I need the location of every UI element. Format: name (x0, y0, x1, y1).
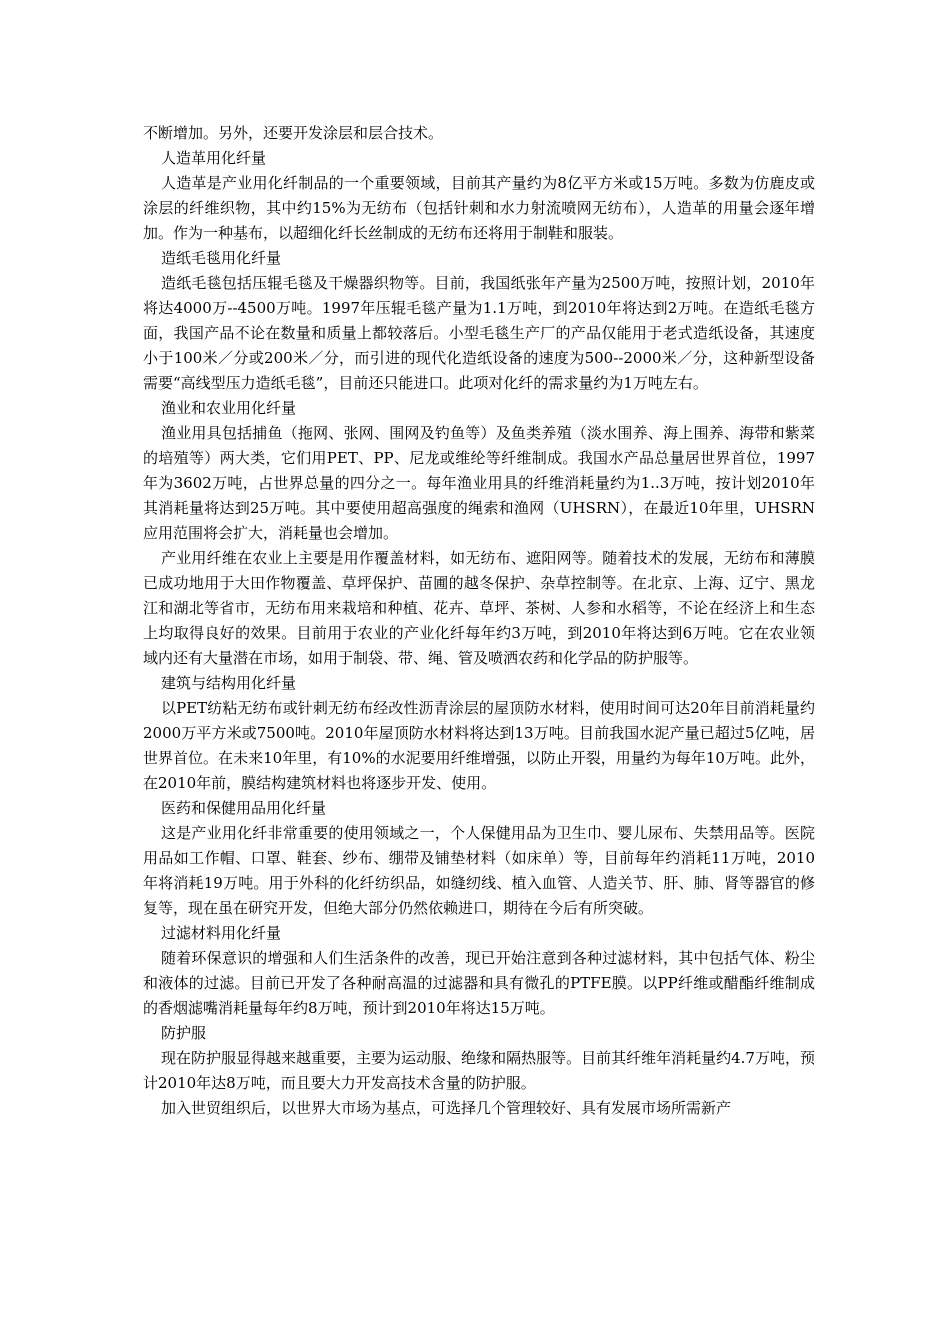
paragraph-intro-continuation: 不断增加。另外，还要开发涂层和层合技术。 (143, 124, 444, 142)
heading-construction: 建筑与结构用化纤量 (161, 674, 297, 692)
paragraph-artificial-leather: 人造革是产业用化纤制品的一个重要领域，目前其产量约为8亿平方米或15万吨。多数为仿鹿皮或涂层的纤维织物，其中约15%为无纺布（包括针刺和水力射流喷网无纺布），人造革的用量会逐年增加。作为一种基布，以超细化纤长丝制成的无纺布还将用于制鞋和服装。 (143, 174, 815, 242)
heading-papermaking-felt: 造纸毛毯用化纤量 (161, 249, 282, 267)
paragraph-filtration: 随着环保意识的增强和人们生活条件的改善，现已开始注意到各种过滤材料，其中包括气体、粉尘和液体的过滤。目前已开发了各种耐高温的过滤器和具有微孔的PTFE膜。以PP纤维或醋酯纤维制成的香烟滤嘴消耗量每年约8万吨，预计到2010年将达15万吨。 (143, 949, 815, 1017)
paragraph-construction: 以PET纺粘无纺布或针刺无纺布经改性沥青涂层的屋顶防水材料，使用时间可达20年目前消耗量约2000万平方米或7500吨。2010年屋顶防水材料将达到13万吨。目前我国水泥产量已超过5亿吨，居世界首位。在未来10年里，有10%的水泥要用纤维增强，以防止开裂，用量约为每年10万吨。此外，在2010年前，膜结构建筑材料也将逐步开发、使用。 (143, 699, 815, 792)
heading-medical-health: 医药和保健用品用化纤量 (161, 799, 327, 817)
heading-filtration: 过滤材料用化纤量 (161, 924, 282, 942)
paragraph-wto: 加入世贸组织后，以世界大市场为基点，可选择几个管理较好、具有发展市场所需新产 (161, 1099, 732, 1117)
heading-artificial-leather: 人造革用化纤量 (161, 149, 267, 167)
document-page (143, 121, 815, 1121)
paragraph-fishery: 渔业用具包括捕鱼（拖网、张网、围网及钓鱼等）及鱼类养殖（淡水围养、海上围养、海带和紫菜的培殖等）两大类，它们用PET、PP、尼龙或维纶等纤维制成。我国水产品总量居世界首位，1997年为3602万吨，占世界总量的四分之一。每年渔业用具的纤维消耗量约为1..3万吨，按计划2010年其消耗量将达到25万吨。其中要使用超高强度的绳索和渔网（UHSRN），在最近10年里，UHSRN应用范围将会扩大，消耗量也会增加。 (143, 424, 815, 542)
paragraph-agriculture: 产业用纤维在农业上主要是用作覆盖材料，如无纺布、遮阳网等。随着技术的发展，无纺布和薄膜已成功地用于大田作物覆盖、草坪保护、苗圃的越冬保护、杂草控制等。在北京、上海、辽宁、黑龙江和湖北等省市，无纺布用来栽培和种植、花卉、草坪、茶树、人参和水稻等，不论在经济上和生态上均取得良好的效果。目前用于农业的产业化纤每年约3万吨，到2010年将达到6万吨。它在农业领域内还有大量潜在市场，如用于制袋、带、绳、管及喷洒农药和化学品的防护服等。 (143, 549, 815, 667)
paragraph-protective-clothing: 现在防护服显得越来越重要，主要为运动服、绝缘和隔热服等。目前其纤维年消耗量约4.7万吨，预计2010年达8万吨，而且要大力开发高技术含量的防护服。 (143, 1049, 815, 1092)
heading-protective-clothing: 防护服 (161, 1024, 207, 1042)
heading-fishery-agriculture: 渔业和农业用化纤量 (161, 399, 297, 417)
paragraph-papermaking-felt: 造纸毛毯包括压辊毛毯及干燥器织物等。目前，我国纸张年产量为2500万吨，按照计划，2010年将达4000万--4500万吨。1997年压辊毛毯产量为1.1万吨，到2010年将达到2万吨。在造纸毛毯方面，我国产品不论在数量和质量上都较落后。小型毛毯生产厂的产品仅能用于老式造纸设备，其速度小于100米／分或200米／分，而引进的现代化造纸设备的速度为500--2000米／分，这种新型设备需要“高线型压力造纸毛毯”，目前还只能进口。此项对化纤的需求量约为1万吨左右。 (143, 274, 815, 392)
paragraph-medical-health: 这是产业用化纤非常重要的使用领域之一，个人保健用品为卫生巾、婴儿尿布、失禁用品等。医院用品如工作帽、口罩、鞋套、纱布、绷带及铺垫材料（如床单）等，目前每年约消耗11万吨，2010年将消耗19万吨。用于外科的化纤纺织品，如缝纫线、植入血管、人造关节、肝、肺、肾等器官的修复等，现在虽在研究开发，但绝大部分仍然依赖进口，期待在今后有所突破。 (143, 824, 815, 917)
